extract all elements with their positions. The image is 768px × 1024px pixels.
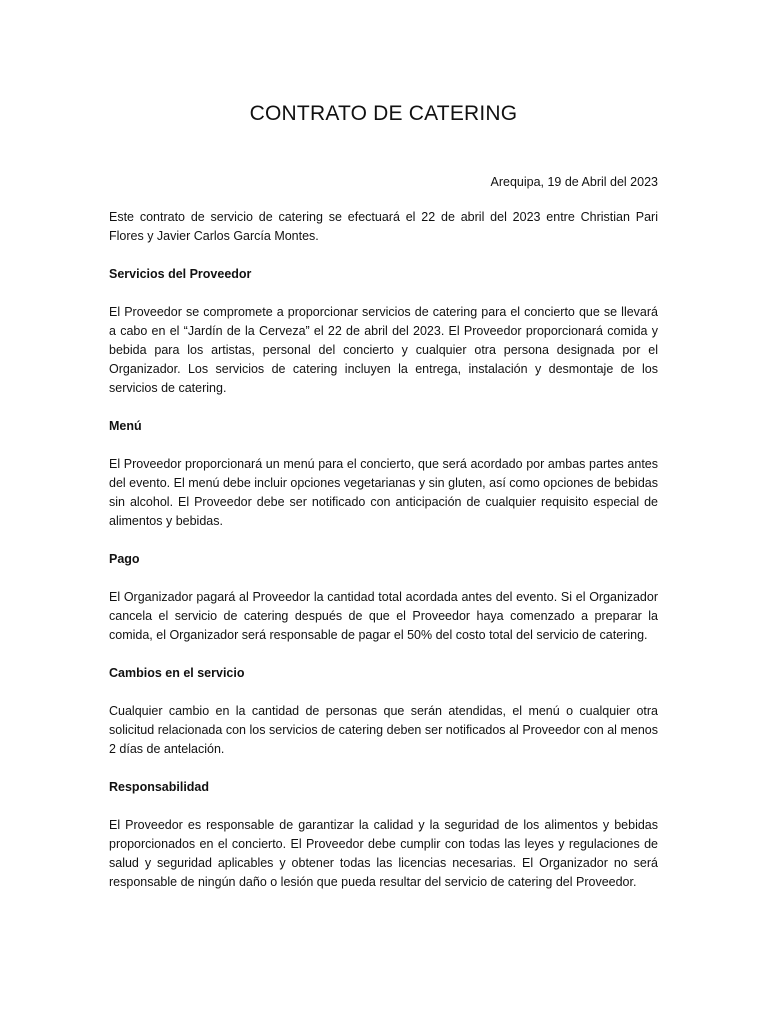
document-page xyxy=(109,0,658,1024)
section-heading-responsabilidad: Responsabilidad xyxy=(109,780,210,794)
section-heading-menu: Menú xyxy=(109,419,142,433)
section-text-responsabilidad: El Proveedor es responsable de garantizar la calidad y la seguridad de los alimentos y bebidas proporcionados en el concierto. El Proveedor debe cumplir con todas las leyes y regulaciones de salud y seguridad aplicables y obtener todas las licencias necesarias. El Organizador no será responsable de ningún daño o lesión que pueda resultar del servicio de catering del Proveedor. xyxy=(109,818,658,889)
section-text-pago: El Organizador pagará al Proveedor la cantidad total acordada antes del evento. Si el Organizador cancela el servicio de catering después de que el Proveedor haya comenzado a preparar la comida, el Organizador será responsable de pagar el 50% del costo total del servicio de catering. xyxy=(109,590,658,642)
document-title: CONTRATO DE CATERING xyxy=(249,102,518,125)
section-text-servicios: El Proveedor se compromete a proporcionar servicios de catering para el concierto que se llevará a cabo en el “Jardín de la Cerveza” el 22 de abril del 2023. El Proveedor proporcionará comida y bebida para los artistas, personal del concierto y cualquier otra persona designada por el Organizador. Los servicios de catering incluyen la entrega, instalación y desmontaje de los servicios de catering. xyxy=(109,305,658,395)
intro-paragraph: Este contrato de servicio de catering se efectuará el 22 de abril del 2023 entre Christian Pari Flores y Javier Carlos García Montes. xyxy=(109,210,658,243)
document-body xyxy=(109,208,658,911)
section-heading-pago: Pago xyxy=(109,552,140,566)
section-text-menu: El Proveedor proporcionará un menú para el concierto, que será acordado por ambas partes antes del evento. El menú debe incluir opciones vegetarianas y sin gluten, así como opciones de bebidas sin alcohol. El Proveedor debe ser notificado con anticipación de cualquier requisito especial de alimentos y bebidas. xyxy=(109,457,658,528)
date-line: Arequipa, 19 de Abril del 2023 xyxy=(490,175,658,189)
section-heading-cambios: Cambios en el servicio xyxy=(109,666,245,680)
section-heading-servicios: Servicios del Proveedor xyxy=(109,267,252,281)
section-text-cambios: Cualquier cambio en la cantidad de personas que serán atendidas, el menú o cualquier otra solicitud relacionada con los servicios de catering deben ser notificados al Proveedor con al menos 2 días de antelación. xyxy=(109,704,658,756)
